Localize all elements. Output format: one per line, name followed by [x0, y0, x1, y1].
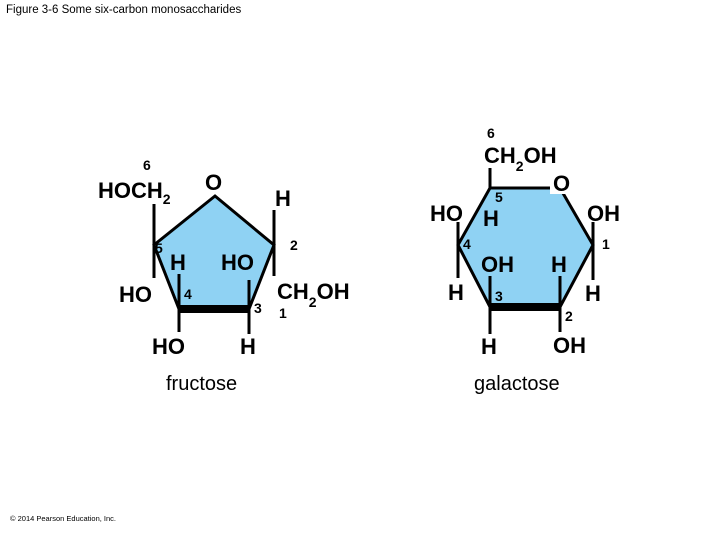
fructose-num-4: 4: [184, 286, 192, 302]
fructose-c6-group: [98, 178, 171, 207]
galactose-ring: [458, 188, 593, 307]
fructose-c1-label: CH: [277, 279, 309, 304]
fructose-c5-ho: HO: [119, 282, 152, 307]
galactose-ring-oxygen: O: [553, 171, 571, 196]
fructose-num-2: 2: [290, 237, 298, 253]
fructose-c6-label: HOCH: [98, 178, 163, 203]
fructose-c6-subscript: 2: [162, 191, 171, 207]
galactose-structure: [430, 125, 620, 359]
galactose-c2-oh-down: OH: [553, 333, 586, 358]
galactose-num-3: 3: [495, 288, 503, 304]
galactose-c1-h-down: H: [585, 281, 601, 306]
fructose-top-right-h: H: [275, 186, 291, 211]
galactose-c6-subscript: 2: [515, 158, 524, 174]
galactose-num-1: 1: [602, 236, 610, 252]
galactose-c1-oh: OH: [587, 201, 620, 226]
galactose-c4-h-down: H: [448, 280, 464, 305]
galactose-c3-h-down: H: [481, 334, 497, 359]
figure-caption: Figure 3-6 Some six-carbon monosaccharides: [6, 4, 242, 16]
galactose-c3-oh: OH: [481, 252, 514, 277]
galactose-c4-ho: HO: [430, 201, 463, 226]
fructose-c3-ho: HO: [221, 250, 254, 275]
fructose-num-5: 5: [155, 240, 163, 256]
galactose-c6-label: CH: [484, 143, 516, 168]
fructose-num-1: 1: [279, 305, 287, 321]
galactose-c6-group: [484, 143, 557, 174]
galactose-num-5: 5: [495, 189, 503, 205]
fructose-c1-subscript: 2: [308, 294, 317, 310]
galactose-name: galactose: [474, 373, 560, 395]
fructose-c1-oh: OH: [316, 279, 350, 304]
galactose-c5-h: H: [483, 206, 499, 231]
galactose-c2-h-up: H: [551, 252, 567, 277]
fructose-c1-group: [277, 279, 350, 310]
galactose-num-2: 2: [565, 308, 573, 324]
galactose-num-4: 4: [463, 236, 471, 252]
copyright-notice: © 2014 Pearson Education, Inc.: [10, 514, 117, 523]
fructose-c4-ho-bottom: HO: [152, 334, 185, 359]
fructose-name: fructose: [166, 373, 238, 395]
fructose-num-6: 6: [143, 157, 151, 173]
fructose-c4-h: H: [170, 250, 186, 275]
fructose-ring-oxygen: O: [205, 170, 223, 195]
galactose-c6-oh: OH: [523, 143, 557, 168]
fructose-c3-h-bottom: H: [240, 334, 256, 359]
fructose-num-3: 3: [254, 300, 262, 316]
fructose-structure: [98, 157, 350, 359]
galactose-num-6: 6: [487, 125, 495, 141]
